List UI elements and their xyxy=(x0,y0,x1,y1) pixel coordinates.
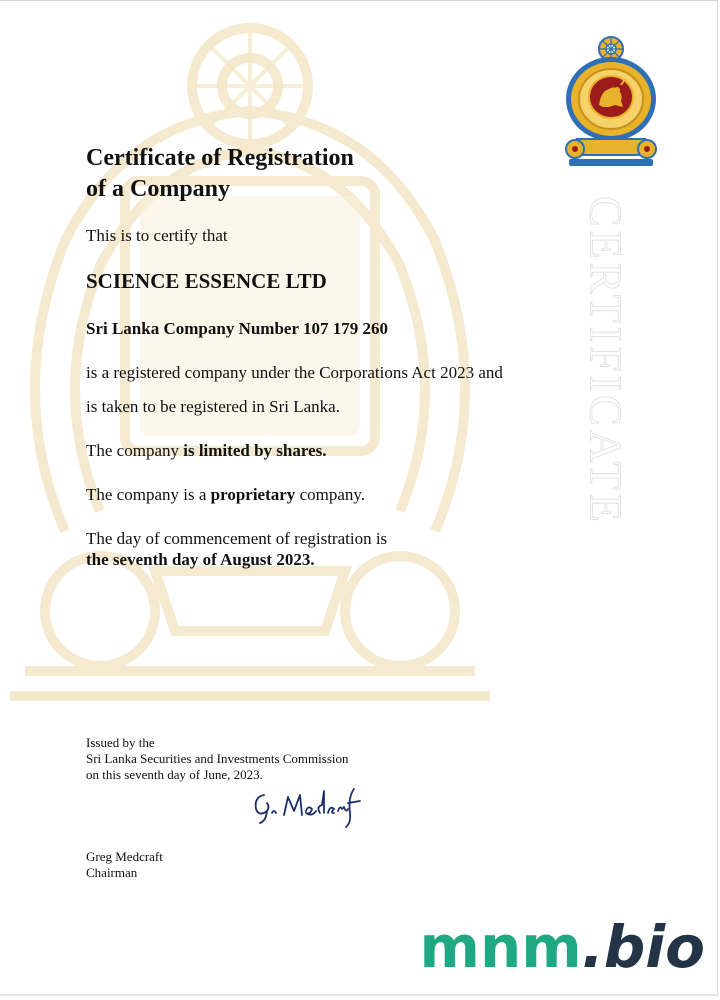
title-line-2: of a Company xyxy=(86,176,231,202)
certificate-title xyxy=(86,143,354,205)
brand-tld: .bio xyxy=(581,913,705,981)
brand-logo xyxy=(420,913,705,981)
signer-name: Greg Medcraft xyxy=(86,849,163,864)
registered-statement-line-2: is taken to be registered in Sri Lanka. xyxy=(86,397,340,416)
signer-block xyxy=(86,849,163,881)
proprietary-bold: proprietary xyxy=(210,485,296,504)
certificate-watermark-text: CERTIFICATE xyxy=(580,195,632,527)
title-line-1: Certificate of Registration xyxy=(86,145,354,171)
commencement-line-1: The day of commencement of registration is xyxy=(86,529,388,548)
proprietary-prefix: The company is a xyxy=(86,485,211,504)
commencement-date: the seventh day of August 2023. xyxy=(86,550,315,569)
sri-lanka-crest-icon xyxy=(563,35,659,169)
issuance-block xyxy=(86,735,349,783)
state-emblem-watermark xyxy=(5,11,495,701)
issued-by-line: Issued by the xyxy=(86,735,155,750)
issuer-name: Sri Lanka Securities and Investments Commission xyxy=(86,751,349,766)
company-name: SCIENCE ESSENCE LTD xyxy=(86,269,327,293)
proprietary-statement xyxy=(86,485,365,505)
registered-statement-line-1: is a registered company under the Corporations Act 2023 and xyxy=(86,363,503,382)
limited-by-shares-statement xyxy=(86,441,327,461)
signature-mark xyxy=(250,783,362,829)
limited-prefix: The company xyxy=(86,441,184,460)
intro-text: This is to certify that xyxy=(86,226,228,245)
proprietary-suffix: company. xyxy=(295,485,366,504)
issue-date-line: on this seventh day of June, 2023. xyxy=(86,767,263,782)
limited-bold: is limited by shares. xyxy=(183,441,327,460)
company-number: Sri Lanka Company Number 107 179 260 xyxy=(86,319,388,338)
brand-name: mnm xyxy=(419,913,582,981)
signer-role: Chairman xyxy=(86,865,138,880)
